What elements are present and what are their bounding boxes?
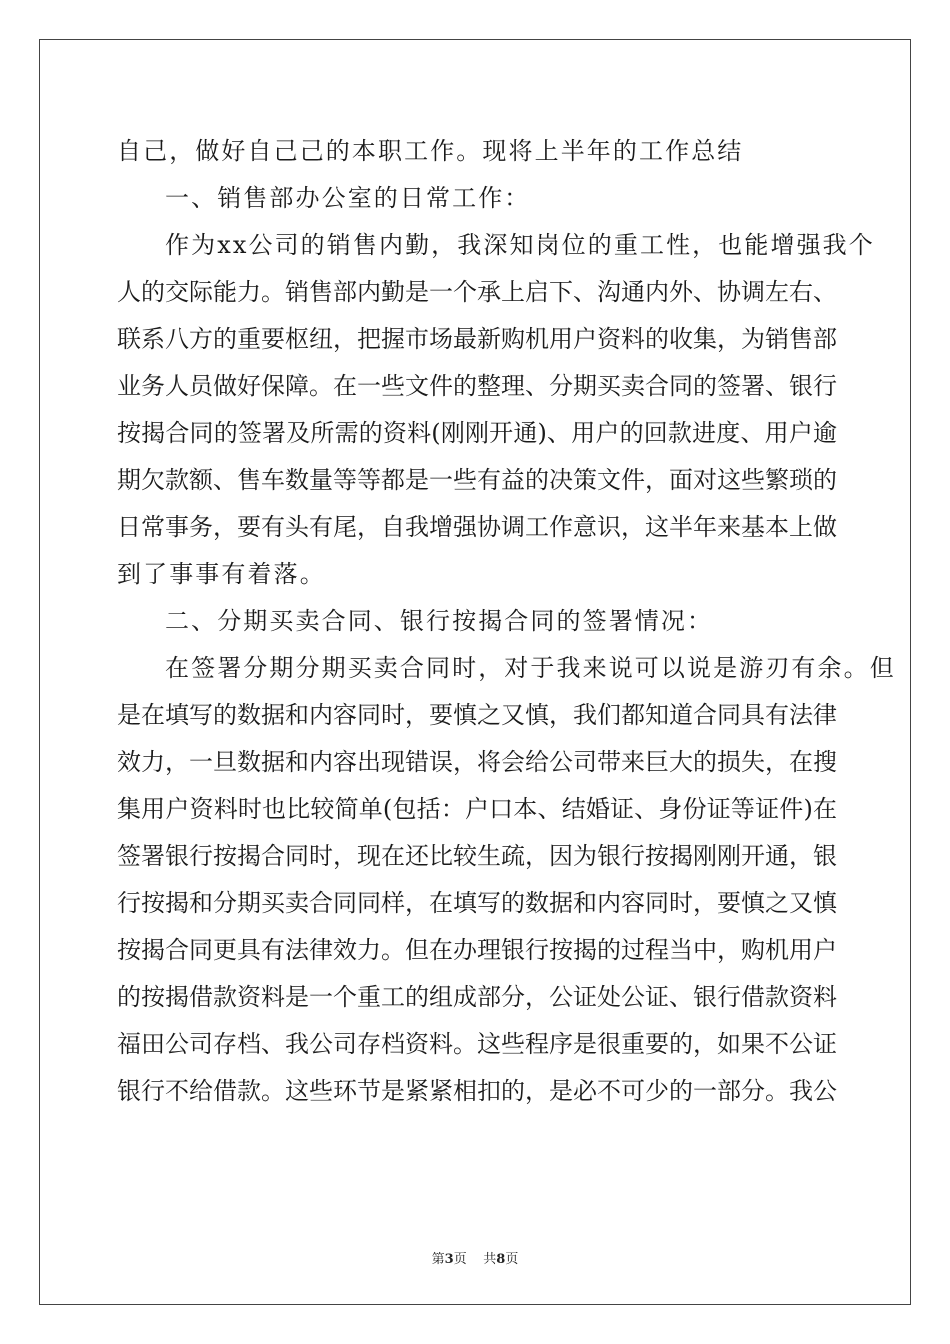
text-line: 按揭合同的签署及所需的资料(刚刚开通)、用户的回款进度、用户逾 [117,419,837,447]
text-line: 作为xx公司的销售内勤，我深知岗位的重工性，也能增强我个 [165,231,875,259]
total-prefix: 共 [483,1252,497,1267]
total-page-count: 8 [496,1252,506,1267]
text-line: 集用户资料时也比较简单(包括：户口本、结婚证、身份证等证件)在 [117,795,837,823]
page-suffix: 页 [453,1252,467,1267]
text-line: 签署银行按揭合同时，现在还比较生疏，因为银行按揭刚刚开通，银 [117,842,837,870]
text-line: 业务人员做好保障。在一些文件的整理、分期买卖合同的签署、银行 [117,372,837,400]
text-line: 的按揭借款资料是一个重工的组成部分，公证处公证、银行借款资料 [117,983,837,1011]
page-footer [0,1248,950,1267]
text-line: 联系八方的重要枢纽，把握市场最新购机用户资料的收集，为销售部 [117,325,837,353]
text-line: 日常事务，要有头有尾，自我增强协调工作意识，这半年来基本上做 [117,513,837,541]
document-body [117,128,896,1115]
page-prefix: 第 [431,1252,445,1267]
section-heading: 一、销售部办公室的日常工作： [165,184,531,212]
text-line: 期欠款额、售车数量等等都是一些有益的决策文件，面对这些繁琐的 [117,466,837,494]
section-heading: 二、分期买卖合同、银行按揭合同的签署情况： [165,607,714,635]
text-line: 是在填写的数据和内容同时，要慎之又慎，我们都知道合同具有法律 [117,701,837,729]
text-line: 按揭合同更具有法律效力。但在办理银行按揭的过程当中，购机用户 [117,936,837,964]
text-line: 银行不给借款。这些环节是紧紧相扣的，是必不可少的一部分。我公 [117,1077,837,1105]
total-suffix: 页 [505,1252,519,1267]
text-line: 人的交际能力。销售部内勤是一个承上启下、沟通内外、协调左右、 [117,278,837,306]
text-line: 自己，做好自己己的本职工作。现将上半年的工作总结 [117,137,744,165]
text-line: 在签署分期分期买卖合同时，对于我来说可以说是游刃有余。但 [165,654,896,682]
current-page-number: 3 [444,1252,454,1267]
text-line: 到了事事有着落。 [117,560,326,588]
text-line: 福田公司存档、我公司存档资料。这些程序是很重要的，如果不公证 [117,1030,837,1058]
text-line: 行按揭和分期买卖合同同样，在填写的数据和内容同时，要慎之又慎 [117,889,837,917]
text-line: 效力，一旦数据和内容出现错误，将会给公司带来巨大的损失，在搜 [117,748,837,776]
